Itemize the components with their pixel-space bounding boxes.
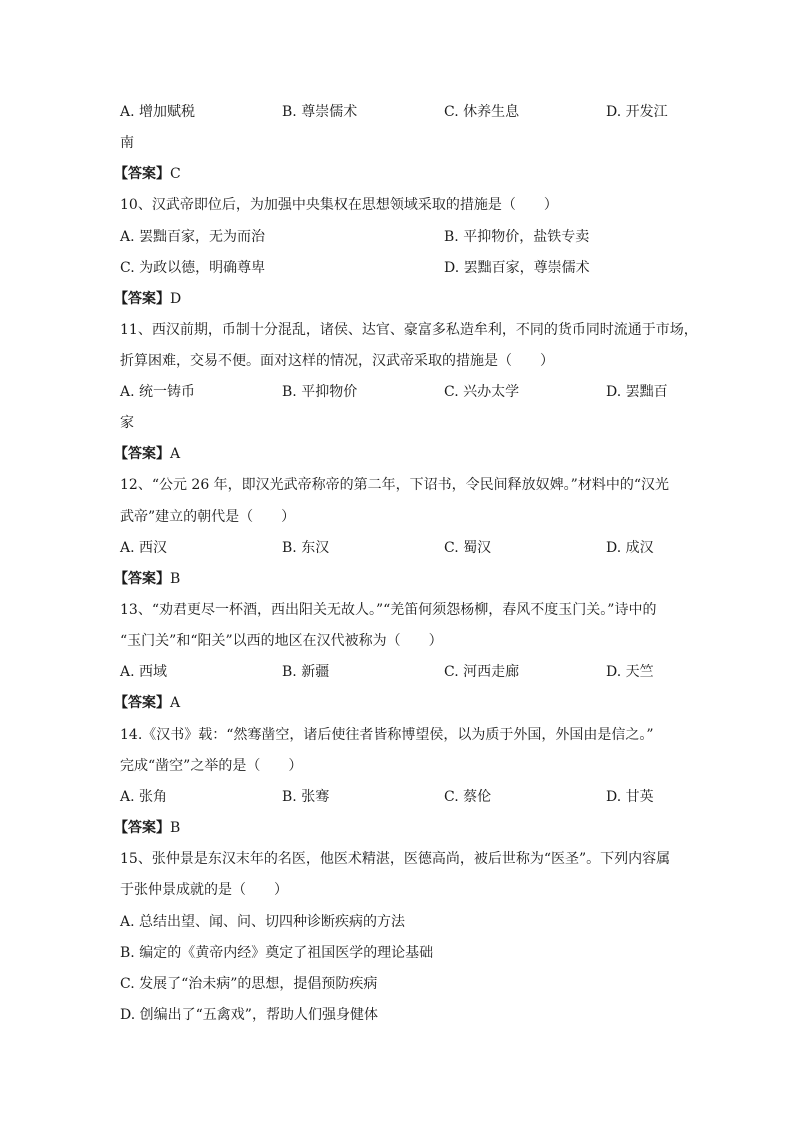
answer-label: 【答案】	[114, 291, 170, 307]
q12-option-c: C. 蜀汉	[444, 540, 492, 556]
q13-option-c: C. 河西走廊	[444, 664, 520, 680]
answer-value: A	[170, 695, 181, 711]
q15-option-a: A. 总结出望、闻、问、切四种诊断疾病的方法	[120, 914, 406, 930]
answer-label: 【答案】	[114, 820, 170, 836]
q14-stem-line1: 14.《汉书》载：“然骞凿空，诸后使往者皆称博望侯，以为质于外国，外国由是信之。”	[120, 727, 654, 743]
answer-value: B	[170, 820, 181, 836]
q11-option-d-wrap: 家	[120, 415, 134, 431]
q13-option-d: D. 天竺	[606, 664, 654, 680]
q14-answer	[114, 818, 180, 838]
answer-label: 【答案】	[114, 695, 170, 711]
answer-value: B	[170, 571, 181, 587]
q14-option-d: D. 甘英	[606, 789, 654, 805]
q11-option-d: D. 罢黜百	[606, 384, 668, 400]
q15-option-b: B. 编定的《黄帝内经》奠定了祖国医学的理论基础	[120, 945, 434, 961]
q9-option-a: A. 增加赋税	[120, 104, 196, 120]
q12-option-a: A. 西汉	[120, 540, 168, 556]
answer-label: 【答案】	[114, 571, 170, 587]
q9-answer	[114, 164, 181, 184]
q12-stem-line1: 12、“公元 26 年，即汉光武帝称帝的第二年，下诏书，令民间释放奴婢。”材料中的“汉光	[120, 477, 669, 493]
q13-stem-line1: 13、“劝君更尽一杯酒，西出阳关无故人。”“羌笛何须怨杨柳，春风不度玉门关。”诗中的	[120, 602, 657, 618]
q15-option-c: C. 发展了“治未病”的思想，提倡预防疾病	[120, 976, 378, 992]
q11-option-c: C. 兴办太学	[444, 384, 520, 400]
q15-option-d: D. 创编出了“五禽戏”，帮助人们强身健体	[120, 1007, 378, 1023]
answer-value: A	[170, 446, 181, 462]
q14-option-b: B. 张骞	[282, 789, 330, 805]
q15-stem-line1: 15、张仲景是东汉末年的名医，他医术精湛，医德高尚，被后世称为“医圣”。下列内容属	[120, 851, 671, 867]
q11-option-a: A. 统一铸币	[120, 384, 196, 400]
q10-option-d: D. 罢黜百家，尊崇儒术	[444, 260, 590, 276]
q15-stem-line2: 于张仲景成就的是（ ）	[120, 882, 288, 898]
answer-label: 【答案】	[114, 166, 170, 182]
q14-stem-line2: 完成“凿空”之举的是（ ）	[120, 758, 303, 774]
q10-answer	[114, 289, 181, 309]
answer-value: C	[170, 166, 181, 182]
q11-option-b: B. 平抑物价	[282, 384, 358, 400]
q13-stem-line2: “玉门关”和“阳关”以西的地区在汉代被称为（ ）	[120, 633, 443, 649]
q11-stem-line1: 11、西汉前期，币制十分混乱，诸侯、达官、豪富多私造牟利，不同的货币同时流通于市场，	[120, 322, 698, 338]
answer-label: 【答案】	[114, 446, 170, 462]
q14-option-a: A. 张角	[120, 789, 168, 805]
q12-option-b: B. 东汉	[282, 540, 330, 556]
q13-option-a: A. 西域	[120, 664, 168, 680]
q13-answer	[114, 693, 180, 713]
q9-option-b: B. 尊崇儒术	[282, 104, 358, 120]
q11-stem-line2: 折算困难，交易不便。面对这样的情况，汉武帝采取的措施是（ ）	[120, 353, 554, 369]
q10-stem: 10、汉武帝即位后，为加强中央集权在思想领域采取的措施是（ ）	[120, 197, 558, 213]
q14-option-c: C. 蔡伦	[444, 789, 492, 805]
q10-option-b: B. 平抑物价，盐铁专卖	[444, 229, 590, 245]
q12-option-d: D. 成汉	[606, 540, 654, 556]
q12-stem-line2: 武帝”建立的朝代是（ ）	[120, 509, 296, 525]
q12-answer	[114, 569, 180, 589]
q10-option-a: A. 罢黜百家，无为而治	[120, 229, 266, 245]
q9-option-c: C. 休养生息	[444, 104, 520, 120]
q9-option-d: D. 开发江	[606, 104, 668, 120]
q10-option-c: C. 为政以德，明确尊卑	[120, 260, 266, 276]
q13-option-b: B. 新疆	[282, 664, 330, 680]
q9-option-d-wrap: 南	[120, 135, 134, 151]
q11-answer	[114, 444, 180, 464]
answer-value: D	[170, 291, 182, 307]
